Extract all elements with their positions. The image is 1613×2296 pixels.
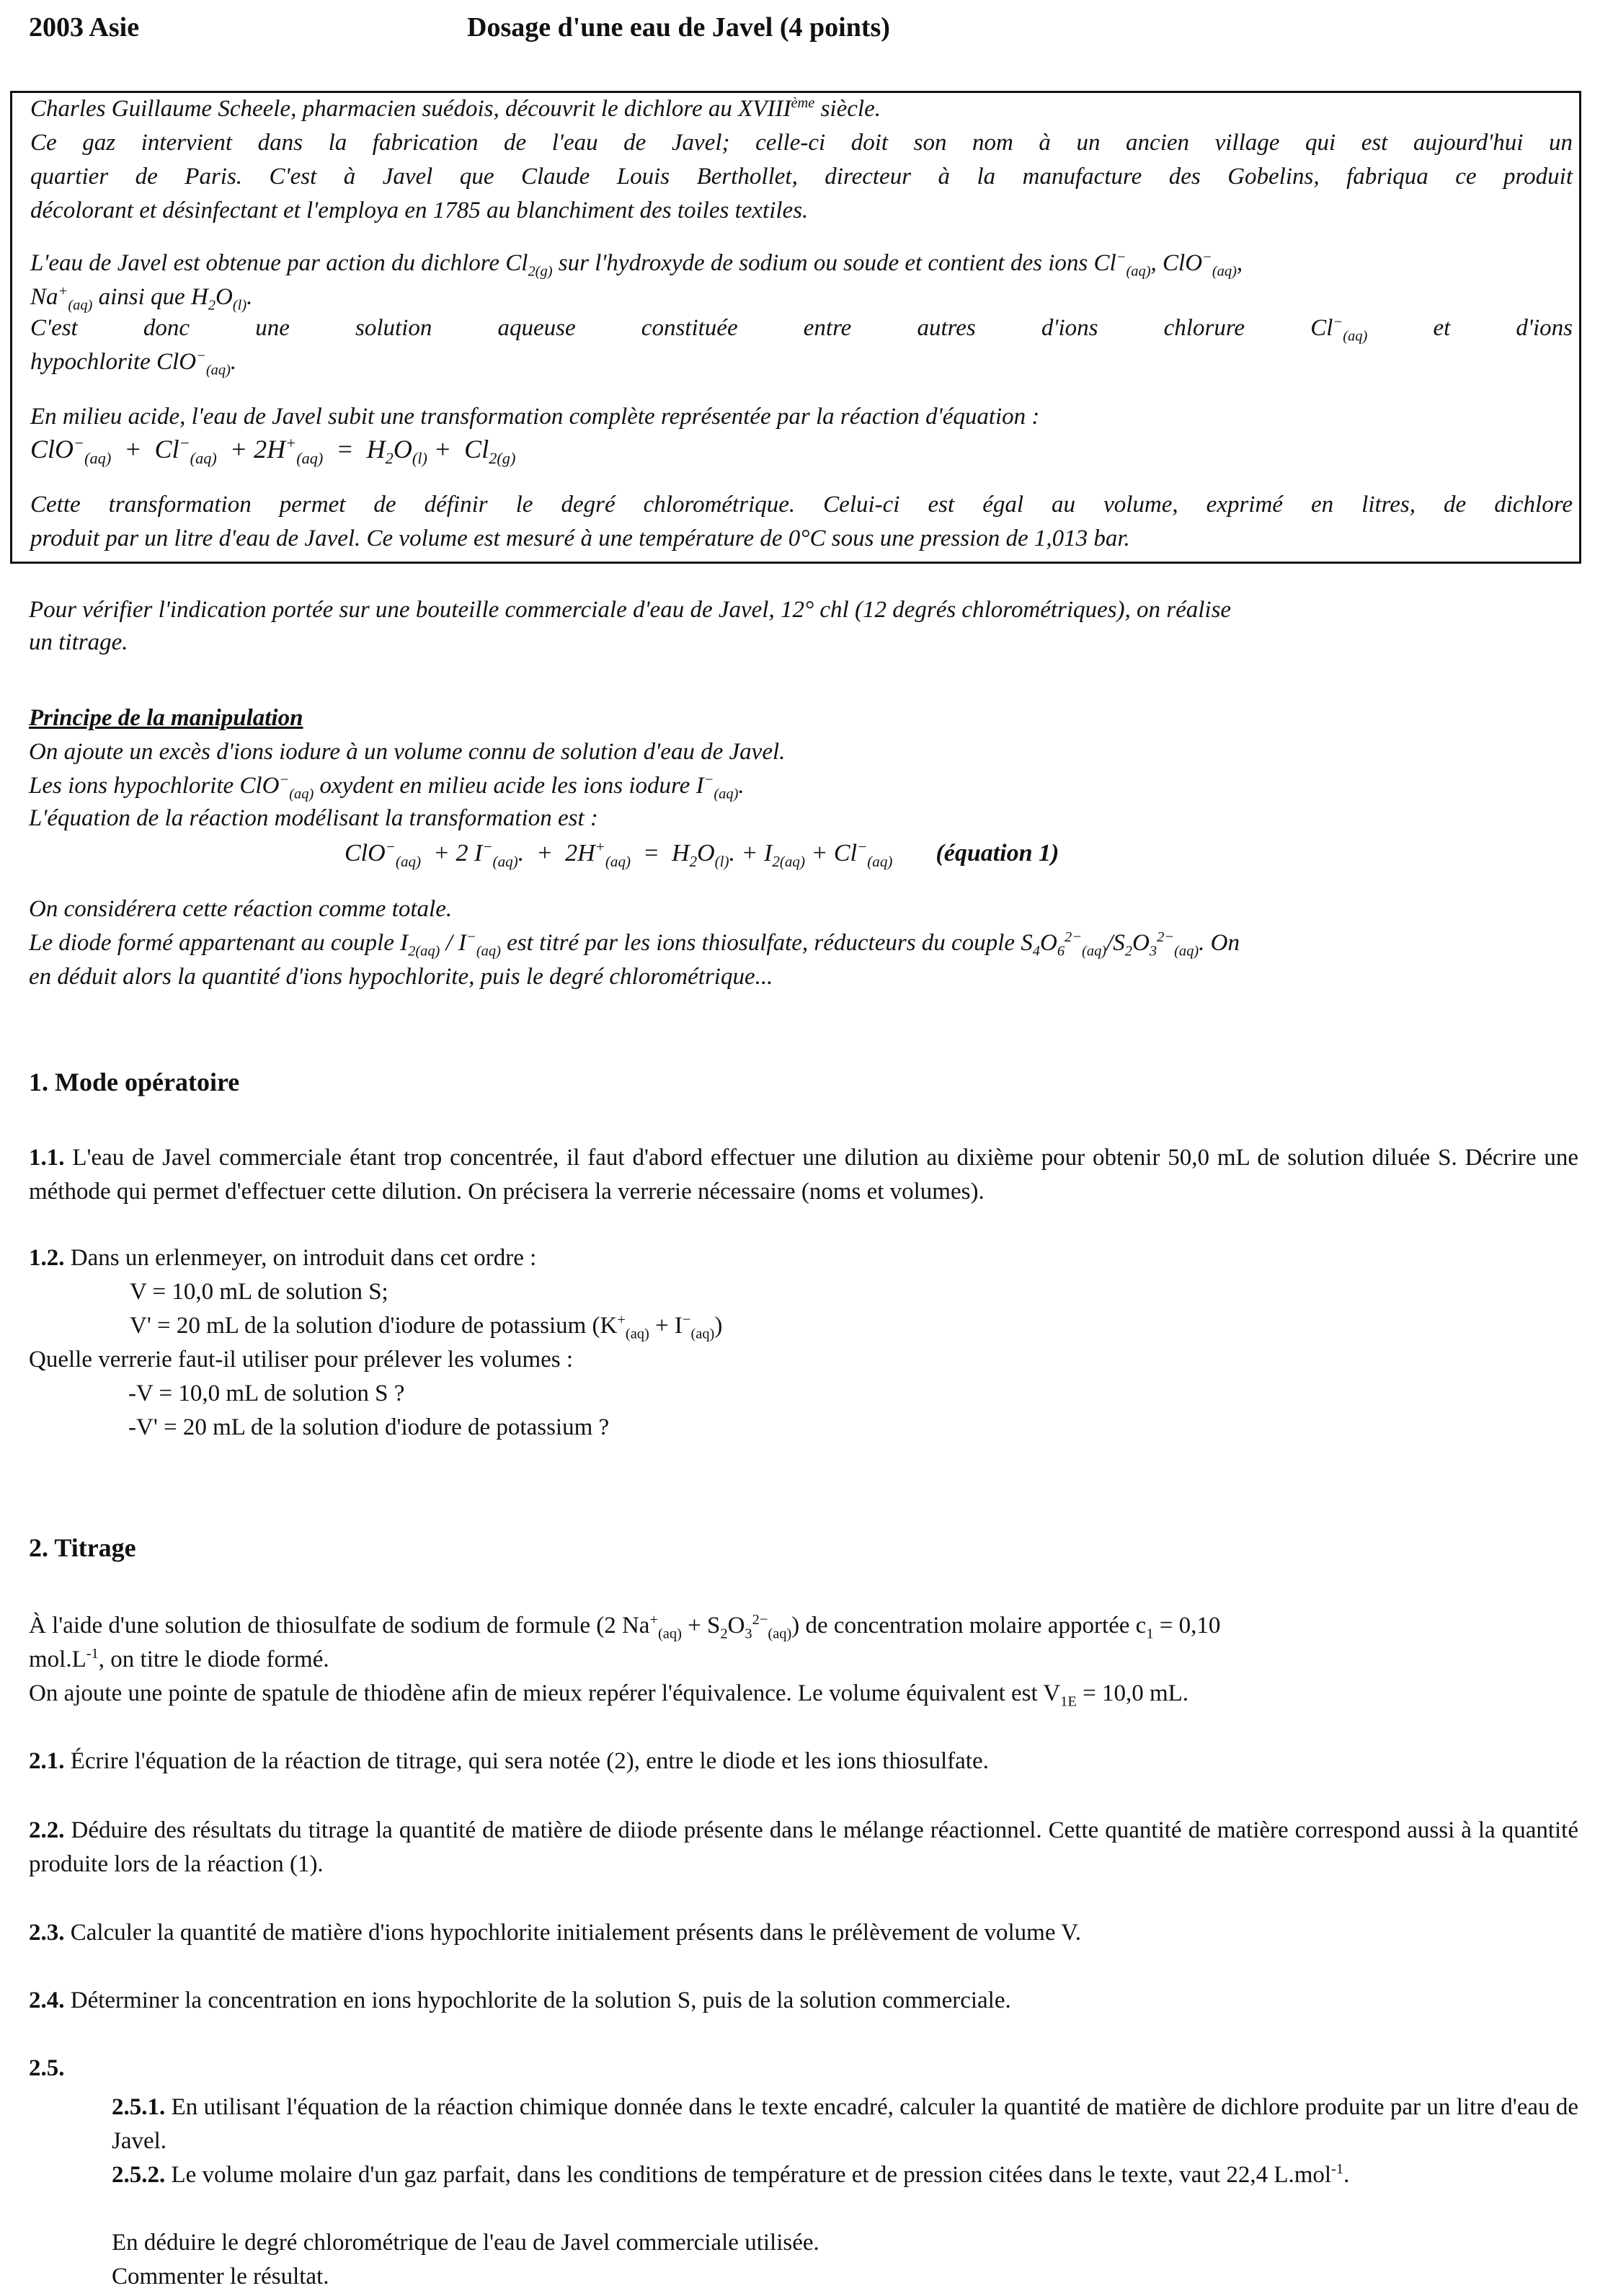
question-1-1: 1.1. L'eau de Javel commerciale étant trop concentrée, il faut d'abord effectuer une dilution au dixième pour obtenir 50,0 mL de solution diluée S. Décrire une méthode qui permet d'effectuer cette dilution. On précisera la verrerie nécessaire (noms et volumes). xyxy=(29,1145,1578,1205)
box-paragraph-4-line-1: Cette transformation permet de définir le degré chlorométrique. Celui-ci est égal au volume, exprimé en litres, de dichlore xyxy=(30,492,1573,518)
intro-line-1: Pour vérifier l'indication portée sur une bouteille commerciale d'eau de Javel, 12° chl (12 degrés chlorométriques), on réalise xyxy=(29,597,1232,623)
exam-label: 2003 Asie xyxy=(29,12,140,43)
equation-1-label: (équation 1) xyxy=(936,840,1059,866)
question-2-4: 2.4. Déterminer la concentration en ions hypochlorite de la solution S, puis de la solution commerciale. xyxy=(29,1987,1011,2013)
question-2-5: 2.5. xyxy=(29,2055,65,2081)
section-2-title: 2. Titrage xyxy=(29,1533,136,1562)
question-2-5-2-comment: Commenter le résultat. xyxy=(112,2264,329,2290)
intro-line-2: un titrage. xyxy=(29,629,128,655)
box-paragraph-1-line-4: décolorant et désinfectant et l'employa en 1785 au blanchiment des toiles textiles. xyxy=(30,198,809,223)
question-1-2-item-b: -V' = 20 mL de la solution d'iodure de potassium ? xyxy=(128,1414,610,1440)
principe-line-5: Le diode formé appartenant au couple $I_{2(aq)} / I^-_{(aq)}$ est titré par les ions thiosulfate, réducteurs du couple $S_4O_6^{2-}_{(aq)}/S_2O_3^{2-}_{(aq)}$. On xyxy=(29,929,1240,959)
principe-line-2: Les ions hypochlorite ClO−$_{(aq)}$ oxydent en milieu acide les ions iodure $I^-_{(aq)}$. xyxy=(29,772,745,802)
question-1-2-volume-vprime: V' = 20 mL de la solution d'iodure de potassium $(K^+_{(aq)} + I^-_{(aq)})$ xyxy=(130,1312,723,1342)
question-1-2-item-a: -V = 10,0 mL de solution S ? xyxy=(128,1380,405,1406)
principe-line-1: On ajoute un excès d'ions iodure à un volume connu de solution d'eau de Javel. xyxy=(29,739,786,765)
section-2-intro-line-1: À l'aide d'une solution de thiosulfate de sodium de formule (2 $Na^+_{(aq)} + S_2O_3^{2-}_{(aq)}$) de concentration molaire apportée $c_1 = 0,10$ xyxy=(29,1612,1221,1642)
question-1-2-volume-v: V = 10,0 mL de solution S; xyxy=(130,1279,388,1305)
question-2-5-2: 2.5.2. Le volume molaire d'un gaz parfait, dans les conditions de température et de pression citées dans le texte, vaut 22,4 L.mol$^{-1}$. xyxy=(112,2161,1350,2188)
box-equation-chlorine: $ClO^-_{(aq)} + Cl^-_{(aq)} + 2H^+_{(aq)} = H_2O_{(l)} + Cl_{2(g)}$ xyxy=(30,434,516,468)
section-2-intro-line-3: On ajoute une pointe de spatule de thiodène afin de mieux repérer l'équivalence. Le volume équivalent est $V_{1E} = 10,0$ mL. xyxy=(29,1680,1189,1710)
principe-line-4: On considérera cette réaction comme totale. xyxy=(29,896,453,922)
question-2-1: 2.1. Écrire l'équation de la réaction de titrage, qui sera notée (2), entre le diode et les ions thiosulfate. xyxy=(29,1748,989,1774)
section-1-title: 1. Mode opératoire xyxy=(29,1068,240,1096)
box-paragraph-1-line-2: Ce gaz intervient dans la fabrication de l'eau de Javel; celle-ci doit son nom à un ancien village qui est aujourd'hui un xyxy=(30,130,1573,156)
box-paragraph-1-line-3: quartier de Paris. C'est à Javel que Claude Louis Berthollet, directeur à la manufacture des Gobelins, fabriqua ce produit xyxy=(30,164,1573,190)
box-paragraph-4-line-2: produit par un litre d'eau de Javel. Ce volume est mesuré à une température de 0°C sous une pression de 1,013 bar. xyxy=(30,526,1130,551)
equation-1: ClO−$_{(aq)}$ + 2 $I^-_{(aq)}$. + $2H^+_{(aq)} = H_2O_{(l)}$. + $I_{2(aq)} + Cl^-_{(aq)}$ (équation 1) xyxy=(345,838,1059,870)
question-1-2: 1.2. Dans un erlenmeyer, on introduit dans cet ordre : xyxy=(29,1245,537,1271)
box-paragraph-2-line-1: L'eau de Javel est obtenue par action du dichlore $Cl_{2(g)}$ sur l'hydroxyde de sodium ou soude et contient des ions $Cl^-_{(aq)}$, ClO−$_{(aq)}$, xyxy=(30,249,1243,280)
box-paragraph-2-line-2: $Na^+_{(aq)}$ ainsi que $H_2O_{(l)}$. xyxy=(30,283,253,314)
box-paragraph-1-line-1: Charles Guillaume Scheele, pharmacien suédois, découvrit le dichlore au XVIIIème siècle. xyxy=(30,95,881,122)
question-2-5-1: 2.5.1. En utilisant l'équation de la réaction chimique donnée dans le texte encadré, calculer la quantité de matière de dichlore produite par un litre d'eau de Javel. xyxy=(112,2094,1578,2154)
question-2-5-2-deduce: En déduire le degré chlorométrique de l'eau de Javel commerciale utilisée. xyxy=(112,2230,819,2256)
question-1-2-question: Quelle verrerie faut-il utiliser pour prélever les volumes : xyxy=(29,1347,574,1373)
box-paragraph-2-line-4: hypochlorite ClO−$_{(aq)}$. xyxy=(30,348,237,378)
question-2-2: 2.2. Déduire des résultats du titrage la quantité de matière de diiode présente dans le mélange réactionnel. Cette quantité de matière correspond aussi à la quantité produite lors de la réaction (1). xyxy=(29,1817,1578,1877)
box-paragraph-3-line-1: En milieu acide, l'eau de Javel subit une transformation complète représentée par la réaction d'équation : xyxy=(30,404,1040,430)
principe-line-6: en déduit alors la quantité d'ions hypochlorite, puis le degré chlorométrique... xyxy=(29,964,773,990)
section-2-intro-line-2: $mol.L^{-1}$, on titre le diode formé. xyxy=(29,1646,329,1672)
principe-title: Principe de la manipulation xyxy=(29,705,303,731)
principe-line-3: L'équation de la réaction modélisant la transformation est : xyxy=(29,805,598,831)
box-paragraph-2-line-3: C'est donc une solution aqueuse constituée entre autres d'ions chlorure $Cl^-_{(aq)}$ et d'ions xyxy=(30,314,1573,345)
question-2-3: 2.3. Calculer la quantité de matière d'ions hypochlorite initialement présents dans le prélèvement de volume V. xyxy=(29,1920,1081,1946)
page-title: Dosage d'une eau de Javel (4 points) xyxy=(467,12,890,43)
